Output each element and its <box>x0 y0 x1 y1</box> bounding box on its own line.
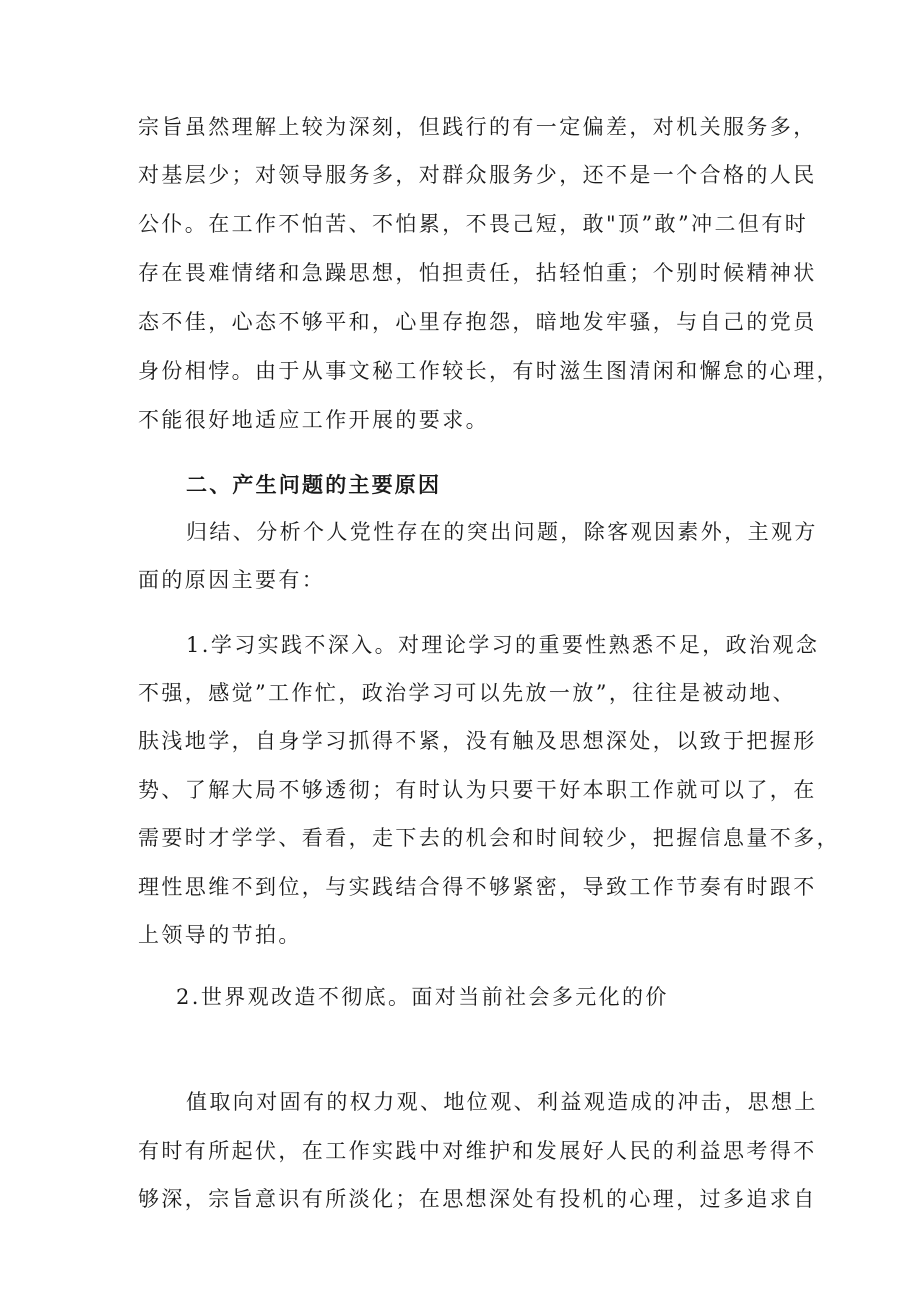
body-text-line: 理性思维不到位，与实践结合得不够紧密，导致工作节奏有时跟不 <box>138 875 817 899</box>
body-text-line: 肤浅地学，自身学习抓得不紧，没有触及思想深处，以致于把握形 <box>138 729 817 753</box>
body-text-line: 够深，宗旨意识有所淡化；在思想深处有投机的心理，过多追求自 <box>138 1187 817 1211</box>
body-text-line: 上领导的节拍。 <box>138 923 302 947</box>
body-text-line: 1.学习实践不深入。对理论学习的重要性熟悉不足，政治观念 <box>186 633 820 657</box>
section-heading: 二、产生问题的主要原因 <box>186 472 442 497</box>
body-text-line: 对基层少；对领导服务多，对群众服务少，还不是一个合格的人民 <box>138 163 817 187</box>
body-text-line: 身份相悖。由于从事文秘工作较长，有时滋生图清闲和懈怠的心理， <box>138 359 840 383</box>
body-text-line: 值取向对固有的权力观、地位观、利益观造成的冲击，思想上 <box>186 1090 818 1114</box>
body-text-line: 归结、分析个人党性存在的突出问题，除客观因素外，主观方 <box>186 520 818 544</box>
body-text-line: 存在畏难情绪和急躁思想，怕担责任，拈轻怕重；个别时候精神状 <box>138 261 817 285</box>
body-text-line: 不能很好地适应工作开展的要求。 <box>138 408 489 432</box>
body-text-line: 有时有所起伏，在工作实践中对维护和发展好人民的利益思考得不 <box>138 1139 817 1163</box>
body-text-line: 需要时才学学、看看，走下去的机会和时间较少，把握信息量不多， <box>138 826 840 850</box>
body-text-line: 公仆。在工作不怕苦、不怕累，不畏己短，敢"顶”敢”冲二但有时 <box>138 212 809 236</box>
body-text-line: 面的原因主要有： <box>138 568 326 592</box>
body-text-line: 势、了解大局不够透彻；有时认为只要干好本职工作就可以了，在 <box>138 778 817 802</box>
body-text-line: 2.世界观改造不彻底。面对当前社会多元化的价 <box>176 985 669 1009</box>
body-text-line: 宗旨虽然理解上较为深刻，但践行的有一定偏差，对机关服务多， <box>138 115 817 139</box>
body-text-line: 态不佳，心态不够平和，心里存抱怨，暗地发牢骚，与自己的党员 <box>138 310 817 334</box>
body-text-line: 不强，感觉”工作忙，政治学习可以先放一放”，往往是被动地、 <box>138 681 797 705</box>
